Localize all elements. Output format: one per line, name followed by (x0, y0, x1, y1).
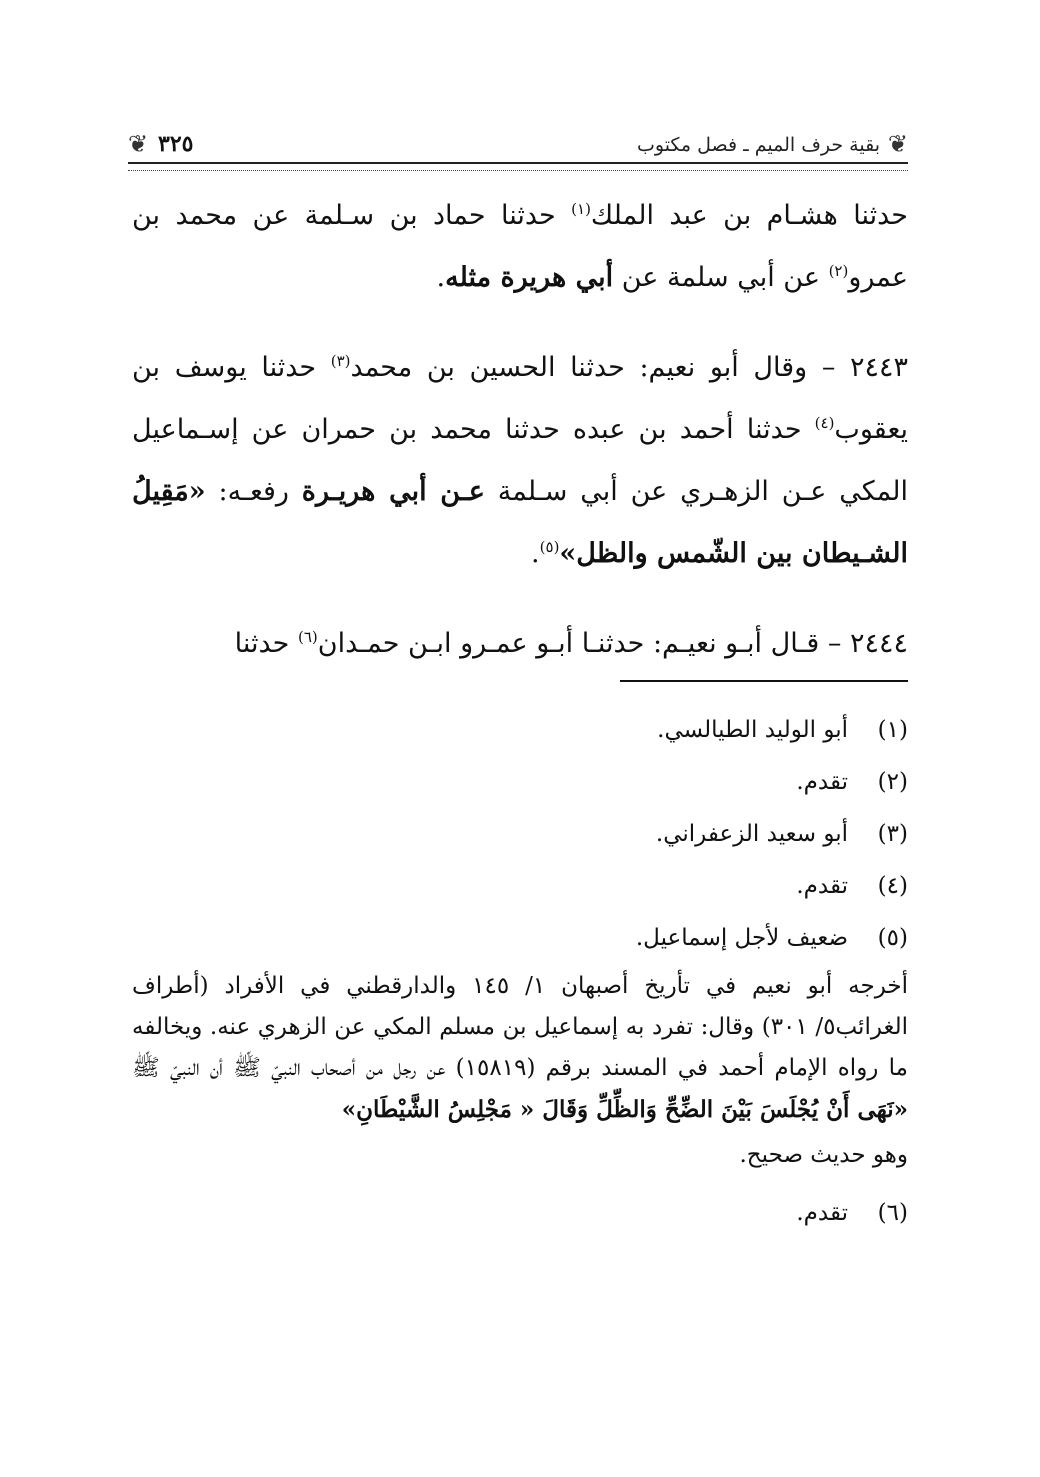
running-title: بقية حرف الميم ـ فصل مكتوب (637, 134, 880, 156)
footnote-separator (620, 680, 908, 682)
footnote-ref: (٣) (330, 352, 351, 370)
footnote-text: أبو الوليد الطيالسي. (657, 717, 848, 743)
header-rule (128, 162, 908, 171)
page-header (128, 128, 908, 168)
hadith-2444: ٢٤٤٤ – قـال أبـو نعيـم: حدثنـا أبـو عمـرو ابـن حمـدان$^{(٦)}$ حدثنا (234, 628, 908, 659)
footnote (132, 704, 908, 756)
footnote-text: تقدم. (796, 1200, 848, 1226)
hadith-quote: «نَهَى أَنْ يُجْلَسَ بَيْنَ الضِّحِّ وَالظِّلِّ وَقَالَ « مَجْلِسُ الشَّيْطَانِ» (341, 1096, 908, 1123)
footnote-number: (٤) (877, 873, 908, 899)
footnote (132, 860, 908, 912)
footnote-ref: (٦) (297, 628, 318, 646)
ornament-icon: ❦ (887, 130, 908, 158)
footnote (132, 756, 908, 808)
footnote-text: تقدم. (796, 769, 848, 795)
footnote-number: (١) (877, 717, 908, 743)
footnote-text: تقدم. (796, 873, 848, 899)
hadith-2443: ٢٤٤٣ – وقال أبو نعيم: حدثنا الحسين بن محمد$^{(٣)}$ حدثنا يوسف بن يعقوب$^{(٤)}$ حدثنا أحمد بن عبده حدثنا محمد بن حمران عن إسـماعيل المكي عـن الزهـري عن أبي سـلمة عـن أبي هريـرة رفعـه: «مَقِيلُ الشـيطان بين الشّمس والظل»$^{(٥)}$. (132, 352, 909, 569)
footnote (132, 808, 908, 860)
footnote-ref: (٤) (814, 414, 835, 432)
footnote-text: أبو سعيد الزعفراني. (655, 821, 848, 847)
page-number: ٣٢٥ (158, 131, 194, 157)
footnote (132, 1187, 908, 1239)
footnote-number: (٣) (877, 821, 908, 847)
footnotes (132, 704, 908, 1239)
footnote (132, 912, 908, 964)
companion-name: أبي هريرة مثله (445, 262, 614, 293)
footnote-ref: (٢) (828, 262, 849, 280)
hadith-text: «مَقِيلُ الشـيطان بين الشّمس والظل» (132, 476, 908, 569)
footnote-ref: (٥) (539, 538, 560, 556)
footnote-number: (٦) (877, 1200, 908, 1226)
main-text (132, 185, 908, 675)
footnote-number: (٥) (877, 925, 908, 951)
footnote-verdict: وهو حديث صحيح. (739, 1142, 908, 1168)
footnote-number: (٢) (877, 769, 908, 795)
footnote-ref: (١) (571, 200, 591, 218)
companion-name: عـن أبي هريـرة (301, 476, 485, 507)
paragraph: حدثنا هشـام بن عبد الملك$^{(١)}$ حدثنا حماد بن سـلمة عن محمد بن عمرو$^{(٢)}$ عن أبي سلمة عن أبي هريرة مثله. (132, 200, 908, 293)
footnote-commentary: أخرجه أبو نعيم في تأريخ أصبهان ١/ ١٤٥ والدارقطني في الأفراد (أطراف الغرائب٥/ ٣٠١) وقال: تفرد به إسماعيل بن مسلم المكي عن الزهري عنه. ويخالفه ما رواه الإمام أحمد في المسند برقم (١٥٨١٩) عن رجل من أصحاب النبيّ ﷺ أن النبيّ ﷺ «نَهَى أَنْ يُجْلَسَ بَيْنَ الضِّحِّ وَالظِّلِّ وَقَالَ « مَجْلِسُ الشَّيْطَانِ» (132, 973, 909, 1123)
ornament-icon: ❦ (128, 130, 149, 158)
footnote-text: ضعيف لأجل إسماعيل. (635, 925, 848, 951)
